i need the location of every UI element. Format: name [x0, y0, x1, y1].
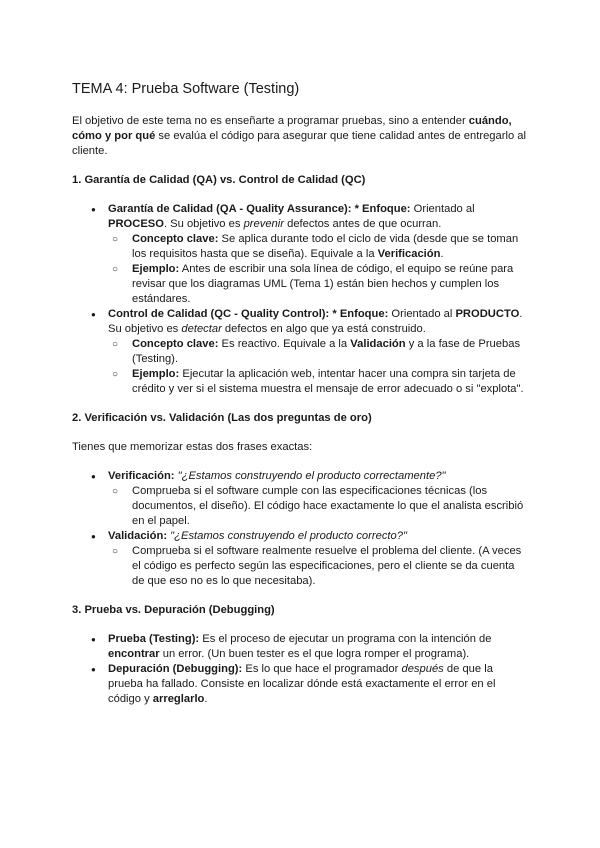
- qc-concept-label: Concepto clave:: [132, 338, 219, 350]
- prueba-text: Es el proceso de ejecutar un programa con la intención de: [199, 633, 492, 645]
- depuracion-label: Depuración (Debugging):: [108, 663, 243, 675]
- validacion-label: Validación:: [108, 530, 168, 542]
- depuracion-bold: arreglarlo: [152, 693, 205, 705]
- intro-text-end: se evalúa el código para asegurar que tiene calidad antes de entregarlo al cliente.: [72, 130, 526, 157]
- qc-example: [108, 367, 528, 397]
- qc-example-text: Ejecutar la aplicación web, intentar hacer una compra sin tarjeta de crédito y ver si el sistema muestra el mensaje de error adecuado o si "explota".: [132, 368, 524, 395]
- section-2-heading: 2. Verificación vs. Validación (Las dos preguntas de oro): [72, 412, 372, 424]
- qc-concept-bold: Validación: [350, 338, 406, 350]
- depuracion-italic: después: [401, 663, 444, 675]
- list-item-depuracion: [72, 662, 528, 707]
- verificacion-detail: ○ Comprueba si el software cumple con las especificaciones técnicas (los documentos, el diseño). El código hace exactamente lo que el analista escribió en el papel.: [108, 484, 528, 529]
- qa-concept-label: Concepto clave:: [132, 233, 219, 245]
- qa-text-2: . Su objetivo es: [163, 218, 244, 230]
- list-item-qc: [72, 307, 528, 397]
- qa-concept-end: .: [440, 248, 444, 260]
- intro-text: El objetivo de este tema no es enseñarte a programar pruebas, sino a entender: [72, 115, 469, 127]
- validacion-detail: ○ Comprueba si el software realmente resuelve el problema del cliente. (A veces el código es perfecto según las especificaciones, pero el cliente se da cuenta de que eso no es lo que necesitaba).: [108, 544, 528, 589]
- section-2-lead: Tienes que memorizar estas dos frases exactas:: [72, 441, 313, 453]
- section-3-list: [72, 632, 528, 707]
- qa-concept-bold: Verificación: [377, 248, 441, 260]
- qc-concept-end: y a la fase de Pruebas (Testing).: [132, 338, 521, 365]
- intro-bold: cuándo, cómo y por qué: [72, 115, 512, 142]
- qc-text: Orientado al: [388, 308, 456, 320]
- qc-concept: [108, 337, 528, 367]
- qa-concept: [108, 232, 528, 262]
- page-title: TEMA 4: Prueba Software (Testing): [72, 81, 300, 97]
- qa-example-text: Antes de escribir una sola línea de código, el equipo se reúne para revisar que los diagramas UML (Tema 1) están bien hechos y cumplen los estándares.: [132, 263, 514, 305]
- verificacion-sublist: [108, 484, 528, 529]
- qc-example-label: Ejemplo:: [132, 368, 180, 380]
- qc-text-3: defectos en algo que ya está construido.: [221, 323, 426, 335]
- depuracion-text: Es lo que hace el programador: [242, 663, 402, 675]
- qa-text-3: defectos antes de que ocurran.: [283, 218, 442, 230]
- validacion-quote: "¿Estamos construyendo el producto correcto?": [167, 530, 407, 542]
- qc-concept-text: Es reactivo. Equivale a la: [218, 338, 351, 350]
- intro-paragraph: [72, 114, 528, 159]
- list-item-verificacion: [72, 469, 528, 529]
- qc-text-2: . Su objetivo es: [108, 308, 523, 335]
- list-item-qa: [72, 202, 528, 307]
- prueba-text-end: un error. (Un buen tester es el que logra romper el programa).: [159, 648, 470, 660]
- section-1-heading: 1. Garantía de Calidad (QA) vs. Control de Calidad (QC): [72, 174, 366, 186]
- qc-sublist: [108, 337, 528, 397]
- qa-example: [108, 262, 528, 307]
- qa-prevenir: prevenir: [243, 218, 284, 230]
- section-2-list: [72, 469, 528, 589]
- prueba-label: Prueba (Testing):: [108, 633, 200, 645]
- validacion-sublist: [108, 544, 528, 589]
- section-1-list: [72, 202, 528, 397]
- section-3-heading: 3. Prueba vs. Depuración (Debugging): [72, 604, 275, 616]
- qa-text: Orientado al: [410, 203, 475, 215]
- verificacion-quote: "¿Estamos construyendo el producto correctamente?": [174, 470, 446, 482]
- depuracion-text-end: .: [204, 693, 208, 705]
- qa-concept-text: Se aplica durante todo el ciclo de vida (desde que se toman los requisitos hasta que se diseña). Equivale a la: [132, 233, 519, 260]
- list-item-prueba: [72, 632, 528, 662]
- depuracion-text-2: de que la prueba ha fallado. Consiste en localizar dónde está exactamente el error en el código y: [108, 663, 496, 705]
- qc-producto: PRODUCTO: [455, 308, 520, 320]
- qa-proceso: PROCESO: [108, 218, 164, 230]
- qc-detectar: detectar: [181, 323, 222, 335]
- verificacion-label: Verificación:: [108, 470, 175, 482]
- qa-example-label: Ejemplo:: [132, 263, 180, 275]
- qa-sublist: [108, 232, 528, 307]
- qc-label: Control de Calidad (QC - Quality Control): * Enfoque:: [108, 308, 389, 320]
- list-item-validacion: [72, 529, 528, 589]
- prueba-bold: encontrar: [108, 648, 160, 660]
- qa-label: Garantía de Calidad (QA - Quality Assurance): * Enfoque:: [108, 203, 411, 215]
